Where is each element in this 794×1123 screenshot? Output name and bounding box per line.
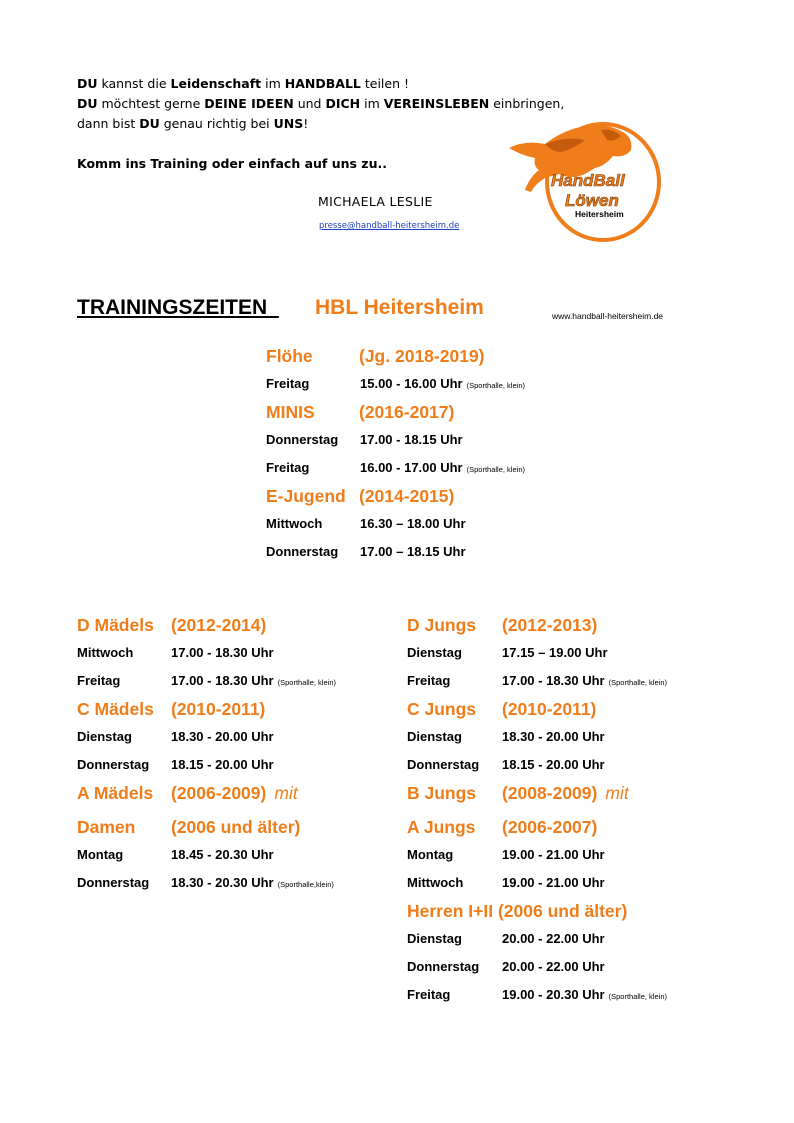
training-time-text: 17.00 – 18.15 Uhr [360, 544, 466, 559]
training-time [502, 667, 667, 697]
schedule-row [77, 841, 397, 869]
schedule-left-column [77, 611, 397, 897]
schedule-row [266, 510, 606, 538]
group-years-text: (2012-2013) [502, 615, 598, 635]
group-name: Herren I+II (2006 und älter) [407, 901, 628, 921]
group-name: A Mädels [77, 783, 154, 803]
training-day: Dienstag [407, 931, 462, 946]
handball-loewen-logo [505, 118, 665, 246]
schedule-row [407, 981, 757, 1009]
schedule-row [407, 869, 757, 897]
training-time-text: 16.30 – 18.00 Uhr [360, 516, 466, 531]
schedule-row [407, 639, 757, 667]
group-years-text: (2010-2011) [171, 699, 266, 719]
intro-emph: DU [77, 76, 98, 91]
schedule-row [266, 538, 606, 566]
group-years-text: (2016-2017) [359, 402, 455, 422]
training-time-text: 19.00 - 21.00 Uhr [502, 875, 605, 890]
training-time [171, 667, 336, 697]
intro-text-part: einbringen, [489, 96, 565, 111]
training-time-text: 15.00 - 16.00 Uhr [360, 376, 463, 391]
group-name: Damen [77, 817, 136, 837]
group-mit-label: mit [274, 783, 298, 803]
training-day: Freitag [266, 376, 310, 391]
group-name: B Jungs [407, 783, 477, 803]
group-years [359, 398, 454, 426]
training-time-text: 18.45 - 20.30 Uhr [171, 847, 274, 862]
schedule-row [407, 925, 757, 953]
training-time-text: 18.30 - 20.00 Uhr [502, 729, 605, 744]
training-time-text: 16.00 - 17.00 Uhr [360, 460, 463, 475]
group-years-text: (2012-2014) [171, 615, 267, 635]
intro-emph: HANDBALL [284, 76, 361, 91]
training-time [171, 841, 274, 869]
group-years [171, 695, 265, 723]
intro-line-4: Komm ins Training oder einfach auf uns zu.. [77, 156, 387, 171]
group-heading [266, 342, 606, 370]
group-heading [407, 695, 757, 723]
schedule-row [407, 667, 757, 695]
schedule-row [77, 723, 397, 751]
intro-emph: VEREINSLEBEN [383, 96, 490, 111]
schedule-row [407, 841, 757, 869]
schedule-row [77, 639, 397, 667]
training-time-text: 18.30 - 20.30 Uhr [171, 875, 274, 890]
training-time-text: 17.00 - 18.30 Uhr [171, 673, 274, 688]
group-years-text: (Jg. 2018-2019) [359, 346, 485, 366]
training-time-text: 19.00 - 20.30 Uhr [502, 987, 605, 1002]
training-location-note: (Sporthalle,klein) [277, 880, 334, 889]
schedule-row [77, 751, 397, 779]
group-years [502, 695, 596, 723]
training-location-note: (Sporthalle, klein) [608, 678, 667, 687]
training-day: Montag [77, 847, 124, 862]
group-heading [77, 813, 397, 841]
group-heading [407, 779, 757, 807]
training-day: Mittwoch [77, 645, 134, 660]
training-time [171, 639, 274, 667]
group-name: A Jungs [407, 817, 476, 837]
group-heading [77, 695, 397, 723]
training-day: Donnerstag [407, 757, 480, 772]
group-years [171, 813, 300, 841]
training-time [360, 454, 525, 484]
group-name: C Mädels [77, 699, 154, 719]
training-time-text: 17.00 - 18.30 Uhr [502, 673, 605, 688]
training-time [502, 639, 608, 667]
training-time [171, 723, 274, 751]
schedule-row [407, 723, 757, 751]
training-day: Donnerstag [77, 875, 150, 890]
logo-text-handball: HandBall [551, 171, 625, 190]
training-time [171, 869, 334, 899]
training-day: Montag [407, 847, 454, 862]
training-time [360, 370, 525, 400]
training-location-note: (Sporthalle, klein) [466, 465, 525, 474]
group-heading [407, 897, 757, 925]
intro-text-part: im [360, 96, 384, 111]
group-years-text: (2006 und älter) [171, 817, 301, 837]
schedule-center-column [266, 342, 606, 566]
training-location-note: (Sporthalle, klein) [466, 381, 525, 390]
intro-text-part: im [261, 76, 285, 91]
intro-text-part: und [293, 96, 326, 111]
group-years-text: (2006-2009) [171, 783, 267, 803]
training-day: Donnerstag [266, 432, 339, 447]
training-time-text: 18.15 - 20.00 Uhr [171, 757, 274, 772]
group-mit-label: mit [605, 783, 629, 803]
training-day: Dienstag [407, 645, 462, 660]
intro-text-part: dann bist [77, 116, 140, 131]
schedule-row [266, 370, 606, 398]
training-day: Mittwoch [266, 516, 323, 531]
training-time-text: 17.00 - 18.30 Uhr [171, 645, 274, 660]
training-time-text: 17.15 – 19.00 Uhr [502, 645, 608, 660]
training-time [502, 869, 605, 897]
training-time-text: 17.00 - 18.15 Uhr [360, 432, 463, 447]
training-time-text: 19.00 - 21.00 Uhr [502, 847, 605, 862]
intro-text-part: teilen ! [360, 76, 409, 91]
schedule-row [266, 426, 606, 454]
schedule-row [77, 667, 397, 695]
schedule-row [407, 953, 757, 981]
training-time [502, 925, 605, 953]
training-day: Freitag [407, 673, 451, 688]
training-day: Freitag [407, 987, 451, 1002]
training-time-text: 20.00 - 22.00 Uhr [502, 931, 605, 946]
intro-text-part: möchtest gerne [97, 96, 205, 111]
intro-text-part: kannst die [97, 76, 171, 91]
intro-line-2 [77, 94, 617, 114]
schedule-right-column [407, 611, 757, 1009]
group-heading [407, 813, 757, 841]
training-location-note: (Sporthalle, klein) [608, 992, 667, 1001]
intro-emph: Leidenschaft [170, 76, 262, 91]
training-day: Donnerstag [407, 959, 480, 974]
training-day: Dienstag [407, 729, 462, 744]
training-time-text: 20.00 - 22.00 Uhr [502, 959, 605, 974]
training-time [502, 841, 605, 869]
intro-emph: DEINE IDEEN [204, 96, 294, 111]
group-heading [407, 611, 757, 639]
training-location-note: (Sporthalle, klein) [277, 678, 336, 687]
intro-text-part: ! [303, 116, 309, 131]
group-years [359, 342, 485, 370]
group-years [171, 611, 266, 639]
group-years [359, 482, 454, 510]
group-heading [77, 779, 397, 807]
group-years-text: (2008-2009) [502, 783, 598, 803]
training-time [502, 751, 605, 779]
schedule-row [407, 751, 757, 779]
logo-text-loewen: Löwen [565, 191, 619, 210]
training-time-text: 18.15 - 20.00 Uhr [502, 757, 605, 772]
schedule-row [266, 454, 606, 482]
training-time [502, 723, 605, 751]
schedule-row [77, 869, 397, 897]
website-url: www.handball-heitersheim.de [552, 311, 664, 321]
group-name: Flöhe [266, 346, 313, 366]
group-years [171, 779, 298, 807]
group-heading [77, 611, 397, 639]
page-title: TRAININGSZEITEN [77, 296, 279, 319]
training-time-text: 18.30 - 20.00 Uhr [171, 729, 274, 744]
training-day: Mittwoch [407, 875, 464, 890]
signature-email-link[interactable]: presse@handball-heitersheim.de [319, 221, 460, 231]
intro-emph: DICH [325, 96, 361, 111]
group-years-text: (2006-2007) [502, 817, 598, 837]
training-time [360, 538, 466, 566]
training-time [502, 981, 667, 1011]
club-title: HBL Heitersheim [315, 296, 484, 319]
training-time [502, 953, 605, 981]
training-time [360, 510, 466, 538]
intro-emph: UNS [273, 116, 304, 131]
group-name: D Jungs [407, 615, 477, 635]
group-years-text: (2014-2015) [359, 486, 455, 506]
training-day: Donnerstag [77, 757, 150, 772]
intro-text-part: genau richtig bei [159, 116, 274, 131]
signature-name: MICHAELA LESLIE [318, 194, 433, 209]
group-years [502, 779, 629, 807]
group-years [502, 813, 597, 841]
training-time [360, 426, 463, 454]
logo-text-heitersheim: Heitersheim [575, 209, 624, 219]
group-name: D Mädels [77, 615, 154, 635]
group-name: MINIS [266, 402, 315, 422]
training-day: Freitag [77, 673, 121, 688]
intro-line-1 [77, 74, 617, 94]
training-day: Freitag [266, 460, 310, 475]
training-day: Dienstag [77, 729, 132, 744]
training-day: Donnerstag [266, 544, 339, 559]
training-time [171, 751, 274, 779]
intro-emph: DU [139, 116, 160, 131]
intro-emph: DU [77, 96, 98, 111]
group-heading [266, 398, 606, 426]
group-years [502, 611, 597, 639]
group-years-text: (2010-2011) [502, 699, 597, 719]
group-name: C Jungs [407, 699, 477, 719]
group-name: E-Jugend [266, 486, 346, 506]
group-heading [266, 482, 606, 510]
